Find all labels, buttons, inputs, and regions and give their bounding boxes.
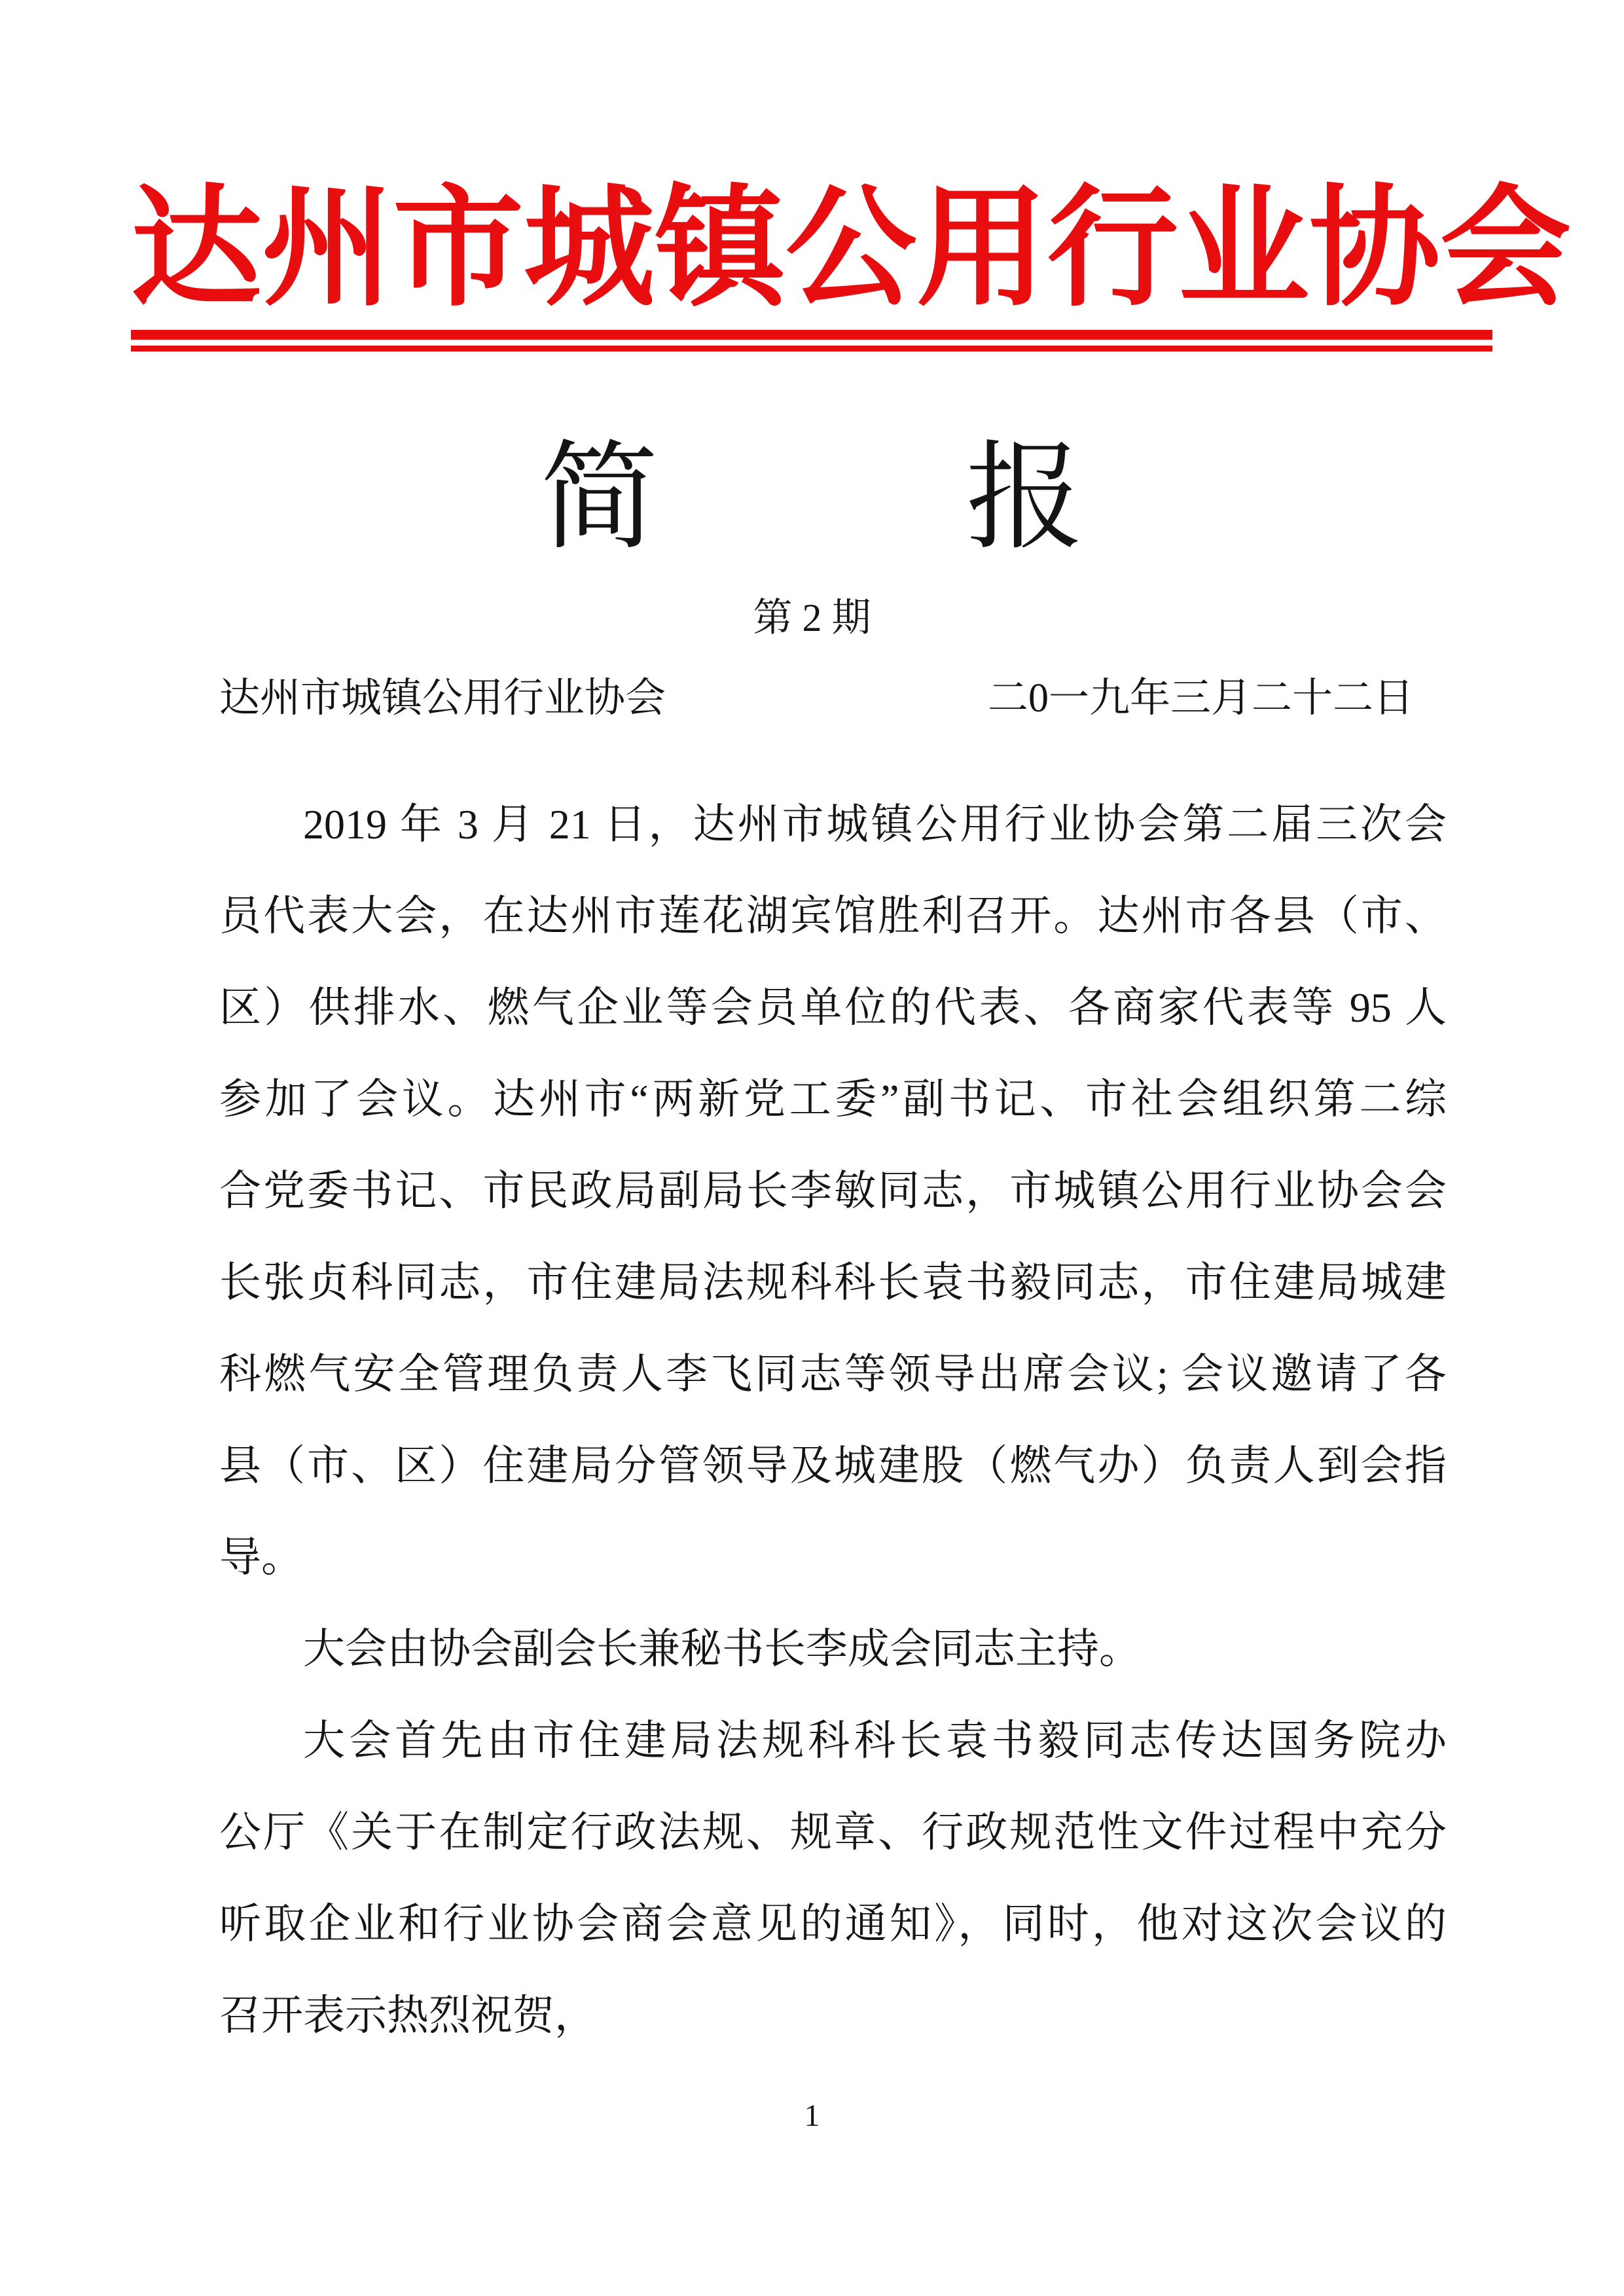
body-line: 员代表大会，在达州市莲花湖宾馆胜利召开。达州市各县（市、 bbox=[219, 893, 1447, 939]
body-line: 县（市、区）住建局分管领导及城建股（燃气办）负责人到会指 bbox=[219, 1443, 1447, 1489]
issue-date: 二0一九年三月二十二日 bbox=[987, 676, 1414, 721]
body-line: 合党委书记、市民政局副局长李敏同志，市城镇公用行业协会会 bbox=[219, 1168, 1447, 1214]
issue-number: 第 2 期 bbox=[753, 596, 871, 639]
body-text bbox=[219, 779, 1447, 2062]
masthead-title: 达州市城镇公用行业协会 bbox=[131, 177, 1572, 322]
body-line: 公厅《关于在制定行政法规、规章、行政规范性文件过程中充分 bbox=[219, 1809, 1447, 1856]
publisher-name: 达州市城镇公用行业协会 bbox=[219, 676, 666, 721]
body-line: 大会首先由市住建局法规科科长袁书毅同志传达国务院办 bbox=[303, 1717, 1447, 1764]
report-title-char-right: 报 bbox=[965, 433, 1084, 564]
body-line: 召开表示热烈祝贺， bbox=[219, 1992, 596, 2039]
body-line: 长张贞科同志，市住建局法规科科长袁书毅同志，市住建局城建 bbox=[219, 1259, 1447, 1306]
publisher-date-row bbox=[219, 672, 1414, 725]
report-title bbox=[540, 433, 1084, 564]
masthead-rule-thin bbox=[131, 346, 1492, 351]
body-line: 科燃气安全管理负责人李飞同志等领导出席会议; 会议邀请了各 bbox=[219, 1351, 1447, 1397]
body-line: 导。 bbox=[219, 1534, 303, 1581]
body-line: 听取企业和行业协会商会意见的通知》，同时，他对这次会议的 bbox=[219, 1901, 1447, 1947]
masthead-rule-thick bbox=[131, 330, 1492, 340]
body-line: 2019 年 3 月 21 日，达州市城镇公用行业协会第二届三次会 bbox=[303, 801, 1447, 848]
body-line: 大会由协会副会长兼秘书长李成会同志主持。 bbox=[303, 1626, 1141, 1672]
page-number: 1 bbox=[804, 2098, 820, 2133]
report-title-char-left: 简 bbox=[540, 433, 659, 564]
body-line: 区）供排水、燃气企业等会员单位的代表、各商家代表等 95 人 bbox=[219, 984, 1447, 1031]
body-line: 参加了会议。达州市“两新党工委”副书记、市社会组织第二综 bbox=[219, 1076, 1447, 1122]
